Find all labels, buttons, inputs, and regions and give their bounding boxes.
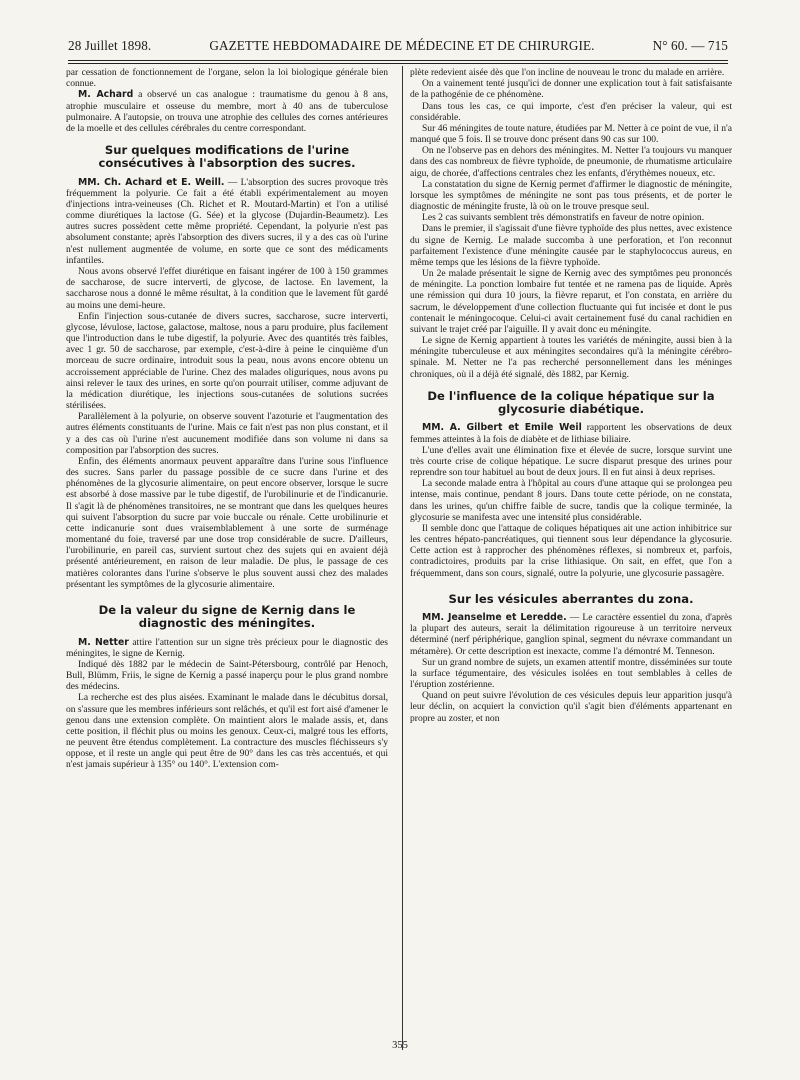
paragraph-text: rapportent les observations de deux femmes atteintes à la fois de diabète et de lithiase biliaire. [410,422,732,445]
paragraph: Sur 46 méningites de toute nature, étudiées par M. Netter à ce point de vue, il n'a manqué que 5 fois. Il se trouve donc présent dans 90 cas sur 100. [410,122,732,146]
paragraph-text: — L'absorption des sucres provoque très fréquemment la polyurie. Ce fait a été établi expérimentalement au moyen d'injections intra-veineuses (Ch. Richet et R. Moutard-Martin) et l'on a utilisé comme diurétiques la lactose (G. Sée) et la glycose (Dujardin-Beaumetz). Les autres sucres possèdent cette même propriété. Cependant, la polyurie n'est pas absolument constante; après l'absorption des divers sucres, il y a des cas où l'urine n'est nullement augmentée de volume, en sorte que ce sont des médicaments infantiles. [66,176,389,266]
paragraph: La recherche est des plus aisées. Examinant le malade dans le décubitus dorsal, on s'assure que les membres inférieurs sont relâchés, et qu'il est fort aisé d'amener le genou dans une extension complète. On maintient alors le malade assis, et, dans cette position, il fléchit plus ou moins les genoux. Ceux-ci, malgré tous les efforts, ne peuvent être étendus complètement. La contracture des muscles fléchisseurs s'y oppose, et il reste un angle qui peut être de 90° dans les cas très accentués, et qui n'est jamais supérieur à 135° ou 140°. L'extension com- [66,692,388,771]
paragraph: On a vainement tenté jusqu'ici de donner une explication tout à fait satisfaisante de la pathogénie de ce phénomène. [410,78,732,101]
paragraph [66,637,388,659]
paragraph: Quand on peut suivre l'évolution de ces vésicules depuis leur apparition jusqu'à leur déclin, on acquiert la conviction qu'il s'agit bien d'éléments appartenant en propre au zoster, et non [410,690,732,724]
paragraph [66,177,388,266]
paragraph: Nous avons observé l'effet diurétique en faisant ingérer de 100 à 150 grammes de saccharose, de sucre interverti, de glycose, de lactose. En lavement, la saccharose nous a donné le même résultat, à la condition que le lavement fût gardé au moins une demi-heure. [66,266,388,311]
paragraph: Enfin, des éléments anormaux peuvent apparaître dans l'urine sous l'influence des sucres. Sans parler du passage possible de ce sucre dans l'urine et des phénomènes de la glycosurie alimentaire, on peut encore observer, lorsque le sucre est absorbé à dose massive par le tube digestif, de l'urobilinurie et de l'indicanurie. Il s'agit là de phénomènes transitoires, ne se montrant que dans les quelques heures qui suivent l'absorption du sucre par voie buccale ou rénale. Cette urobilinurie et cette indicanurie sont dues vraisemblablement à une sorte de surménage momentané du foie, traversé par une dose trop considérable de sucre. D'ailleurs, l'urobilinurie, en pareil cas, survient surtout chez des sujets qui en avaient déjà présenté antérieurement, en raison de leur maladie. De plus, le passage de ces matières colorantes dans l'urine s'observe le plus souvent aussi chez des malades présentant les symptômes de la glycosurie alimentaire. [66,455,388,590]
paragraph: La constatation du signe de Kernig permet d'affirmer le diagnostic de méningite, lorsque les symptômes de méningite ne sont pas tous présents, et de porter le diagnostic de méningite fruste, là où on le trouve presque seul. [410,178,732,213]
header-issue-page: N° 60. — 715 [652,38,728,53]
paragraph: On ne l'observe pas en dehors des méningites. M. Netter l'a toujours vu manquer dans des cas nombreux de fièvre typhoïde, de pneumonie, de rhumatisme articulaire aigu, de chorée, d'affections centrales chez les enfants, d'érythèmes noueux, etc. [410,145,732,179]
header-date: 28 Juillet 1898. [68,38,152,53]
paragraph: Sur un grand nombre de sujets, un examen attentif montre, disséminées sur toute la surface tégumentaire, des vésicules isolées en tout semblables à celles de l'éruption zostérienne. [410,656,732,691]
paragraph: Un 2e malade présentait le signe de Kernig avec des symptômes peu prononcés de méningite. La ponction lombaire fut tentée et ne ramena pas de liquide. Après une rémission qui dura 10 jours, la fièvre reparut, et l'on constata, en arrière du sacrum, le développement d'une collection fluctuante qui fut incisée et dont le pus contenait le méningocoque. Celui-ci avait certainement fusé du canal rachidien en suivant le trajet créé par l'aiguille. Il y avait donc eu méningite. [410,268,732,335]
left-column [66,67,388,771]
speaker-name: MM. A. Gilbert et Emile Weil [422,422,582,434]
paragraph: Il semble donc que l'attaque de coliques hépatiques ait une action inhibitrice sur les centres hépato-pancréatiques, qui tiennent sous leur dépendance la glycosurie. Cette action est à rapprocher des phénomènes réflexes, si nombreux et, parfois, contradictoires, produits par la crise lithiasique. On sait, en effet, que l'on a fréquemment, dans son cours, signalé, outre la polyurie, une glycosurie passagère. [410,522,732,579]
paragraph: L'une d'elles avait une élimination fixe et élevée de sucre, lorsque survint une très courte crise de colique hépatique. Le sucre disparut presque des urines pour reprendre son tour habituel au bout de deux jours. Il en fut ainsi à deux reprises. [410,444,732,479]
section-heading: Sur les vésicules aberrantes du zona. [448,591,694,606]
paragraph: Dans tous les cas, ce qui importe, c'est d'en préciser la valeur, qui est considérable. [410,100,732,123]
speaker-name: MM. Ch. Achard et E. Weill. [78,176,225,188]
paragraph-text: a observé un cas analogue : traumatisme du genou à 8 ans, atrophie musculaire et osseuse du membre, mort à 40 ans de tuberculose pulmonaire. A l'autopsie, on trouva une atrophie des cellules des cornes antérieures de la moelle et des cellules cérébrales du centre correspondant. [66,89,388,134]
paragraph: plète redevient aisée dès que l'on incline de nouveau le tronc du malade en arrière. [410,67,725,78]
paragraph: Parallèlement à la polyurie, on observe souvent l'azoturie et l'augmentation des autres éléments constituants de l'urine. Mais ce fait n'est pas non plus constant, et il y a des cas où l'urine n'est aucunement modifiée dans son volume ni dans sa composition par l'absorption des sucres. [66,411,388,456]
paragraph [66,89,388,134]
paragraph [410,612,732,657]
paragraph: La seconde malade entra à l'hôpital au cours d'une attaque qui se prolongea peu intense, mais continue, pendant 8 jours. Dans toute cette période, on ne constata, dans les urines, qu'un chiffre faible de sucre, tandis que la colique terminée, la glycosurie se manifesta avec une intensité plus considérable. [410,478,732,523]
column-divider [402,66,403,1050]
paragraph: Dans le premier, il s'agissait d'une fièvre typhoïde des plus nettes, avec existence du signe de Kernig. Le malade succomba à une perforation, et l'on reconnut parfaitement l'existence d'une méningite causée par le staphylococcus aureus, en même temps que les lésions de la fièvre typhoïde. [410,223,732,268]
speaker-name: M. Netter [78,636,129,648]
paragraph: Indiqué dès 1882 par le médecin de Saint-Pétersbourg, contrôlé par Henoch, Bull, Blümm, Friis, le signe de Kernig a passé inaperçu pour le plus grand nombre des médecins. [66,658,388,693]
section-heading: Sur quelques modifications de l'urine consécutives à l'absorption des sucres. [98,143,356,171]
page-number: 355 [392,1040,408,1051]
header-rule-thin [68,63,728,64]
paragraph-text: — Le caractère essentiel du zona, d'après la plupart des auteurs, serait la délimitation rigoureuse à un territoire nerveux déterminé (nerf périphérique, ganglion spinal, segment du névraxe commandant un métamère). Or cette description est inexacte, comme l'a démontré M. Tenneson. [410,612,732,657]
paragraph: Enfin l'injection sous-cutanée de divers sucres, saccharose, sucre interverti, glycose, lévulose, lactose, galactose, maltose, nous a paru produire, plus facilement que l'introduction dans le tube digestif, la polyurie. Avec des quantités très faibles, avec 1 gr. 50 de saccharose, par exemple, c'est-à-dire à peine le cinquième d'un morceau de sucre ordinaire, introduit sous la peau, nous avons encore obtenu un accroissement appréciable de l'urine. Chez des malades oliguriques, nous avons pu ainsi relever le taux des urines, en sorte qu'on pourrait utiliser, comme adjuvant de la médication diurétique, les injections sous-cutanées de solutions sucrées stérilisées. [66,310,388,412]
header-rule-thick [68,60,728,61]
paragraph-text: attire l'attention sur un signe très précieux pour le diagnostic des méningites, le signe de Kernig. [66,636,389,659]
speaker-name: MM. Jeanselme et Leredde. [422,612,567,624]
running-head [68,38,728,54]
paragraph: Le signe de Kernig appartient à toutes les variétés de méningite, aussi bien à la méningite tuberculeuse et aux méningites secondaires qu'à la méningite cérébro-spinale. M. Netter ne l'a pas recherché personnellement dans les méninges chroniques, où il a déjà été signalé, dès 1882, par Kernig. [410,335,732,380]
paragraph [410,422,732,444]
header-journal-title: GAZETTE HEBDOMADAIRE DE MÉDECINE ET DE CHIRURGIE. [209,38,595,53]
right-column [410,67,732,724]
section-heading: De la valeur du signe de Kernig dans le diagnostic des méningites. [98,602,356,631]
section-heading: De l'influence de la colique hépatique sur la glycosurie diabétique. [427,388,715,417]
paragraph: par cessation de fonctionnement de l'organe, selon la loi biologique générale bien connue. [66,67,388,90]
speaker-name: M. Achard [78,89,134,101]
paragraph: Les 2 cas suivants semblent très démonstratifs en faveur de notre opinion. [422,212,705,224]
